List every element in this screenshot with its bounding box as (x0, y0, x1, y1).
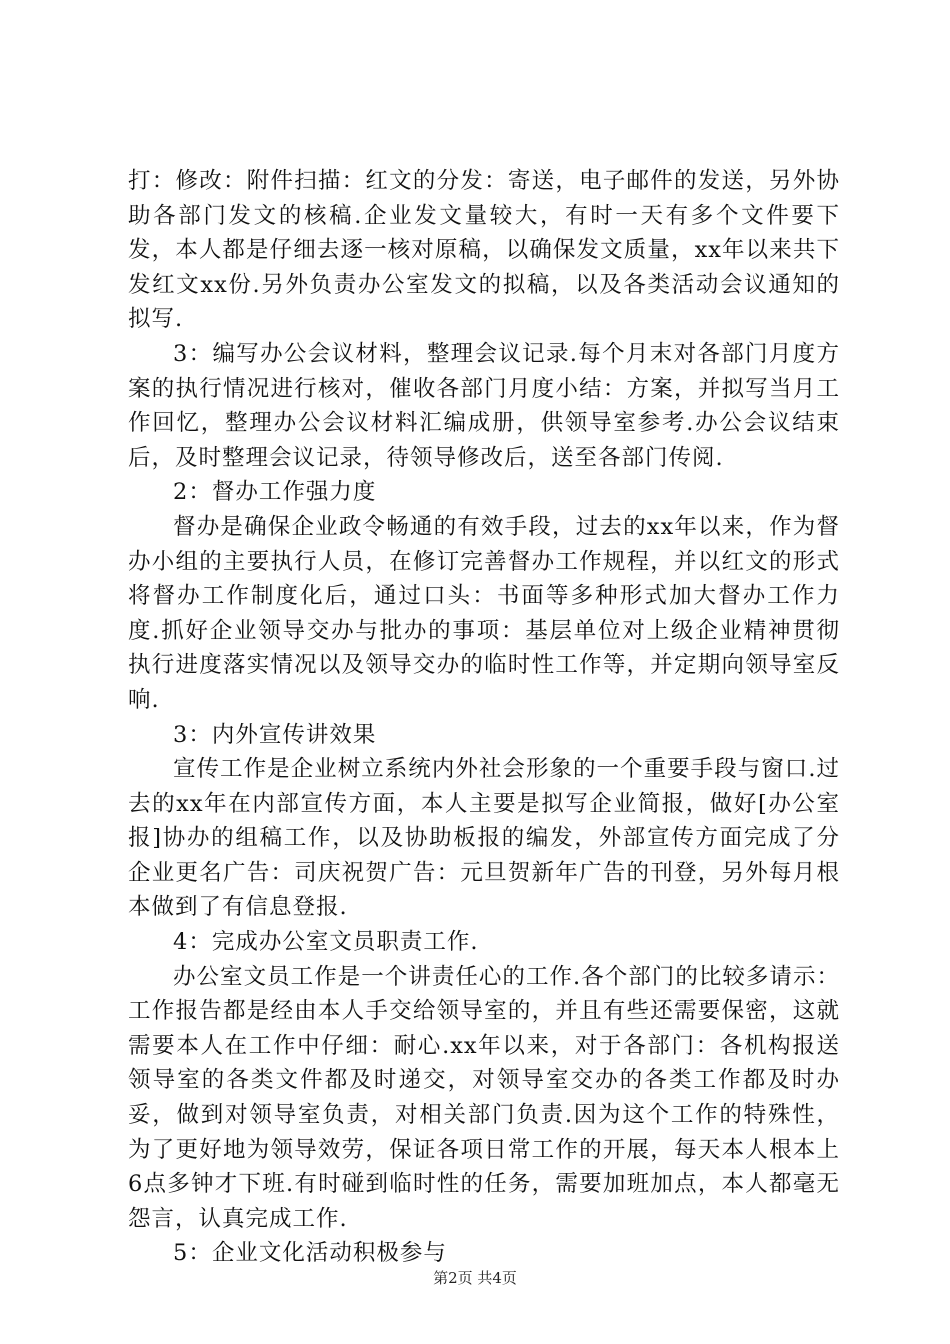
document-body (128, 164, 840, 1271)
paragraph-meeting-materials: 3：编写办公会议材料，整理会议记录.每个月末对各部门月度方案的执行情况进行核对，催收各部门月度小结：方案，并拟写当月工作回忆，整理办公会议材料汇编成册，供领导室参考.办公会议结束后，及时整理会议记录，待领导修改后，送至各部门传阅. (128, 340, 840, 471)
paragraph-publicity: 宣传工作是企业树立系统内外社会形象的一个重要手段与窗口.过去的xx年在内部宣传方面，本人主要是拟写企业简报，做好[办公室报]协办的组稿工作，以及协助板报的编发，外部宣传方面完成了分企业更名广告：司庆祝贺广告：元旦贺新年广告的刊登，另外每月根本做到了有信息登报. (128, 756, 840, 921)
section-heading-culture: 5：企业文化活动积极参与 (173, 1240, 447, 1267)
page-footer: 第2页 共4页 (433, 1269, 517, 1287)
paragraph-continuation: 打：修改：附件扫描：红文的分发：寄送，电子邮件的发送，另外协助各部门发文的核稿.企业发文量较大，有时一天有多个文件要下发，本人都是仔细去逐一核对原稿，以确保发文质量，xx年以来共下发红文xx份.另外负责办公室发文的拟稿，以及各类活动会议通知的拟写. (128, 168, 840, 333)
section-heading-publicity: 3：内外宣传讲效果 (173, 721, 377, 748)
paragraph-clerk-duties: 办公室文员工作是一个讲责任心的工作.各个部门的比较多请示：工作报告都是经由本人手交给领导室的，并且有些还需要保密，这就需要本人在工作中仔细：耐心.xx年以来，对于各部门：各机构报送领导室的各类文件都及时递交，对领导室交办的各类工作都及时办妥，做到对领导室负责，对相关部门负责.因为这个工作的特殊性，为了更好地为领导效劳，保证各项日常工作的开展，每天本人根本上6点多钟才下班.有时碰到临时性的任务，需要加班加点，本人都毫无怨言，认真完成工作. (128, 963, 840, 1232)
section-heading-clerk-duties: 4：完成办公室文员职责工作. (173, 929, 479, 956)
section-heading-supervision: 2：督办工作强力度 (173, 479, 377, 506)
paragraph-supervision: 督办是确保企业政令畅通的有效手段，过去的xx年以来，作为督办小组的主要执行人员，在修订完善督办工作规程，并以红文的形式将督办工作制度化后，通过口头：书面等多种形式加大督办工作力度.抓好企业领导交办与批办的事项：基层单位对上级企业精神贯彻执行进度落实情况以及领导交办的临时性工作等，并定期向领导室反响. (128, 513, 840, 713)
